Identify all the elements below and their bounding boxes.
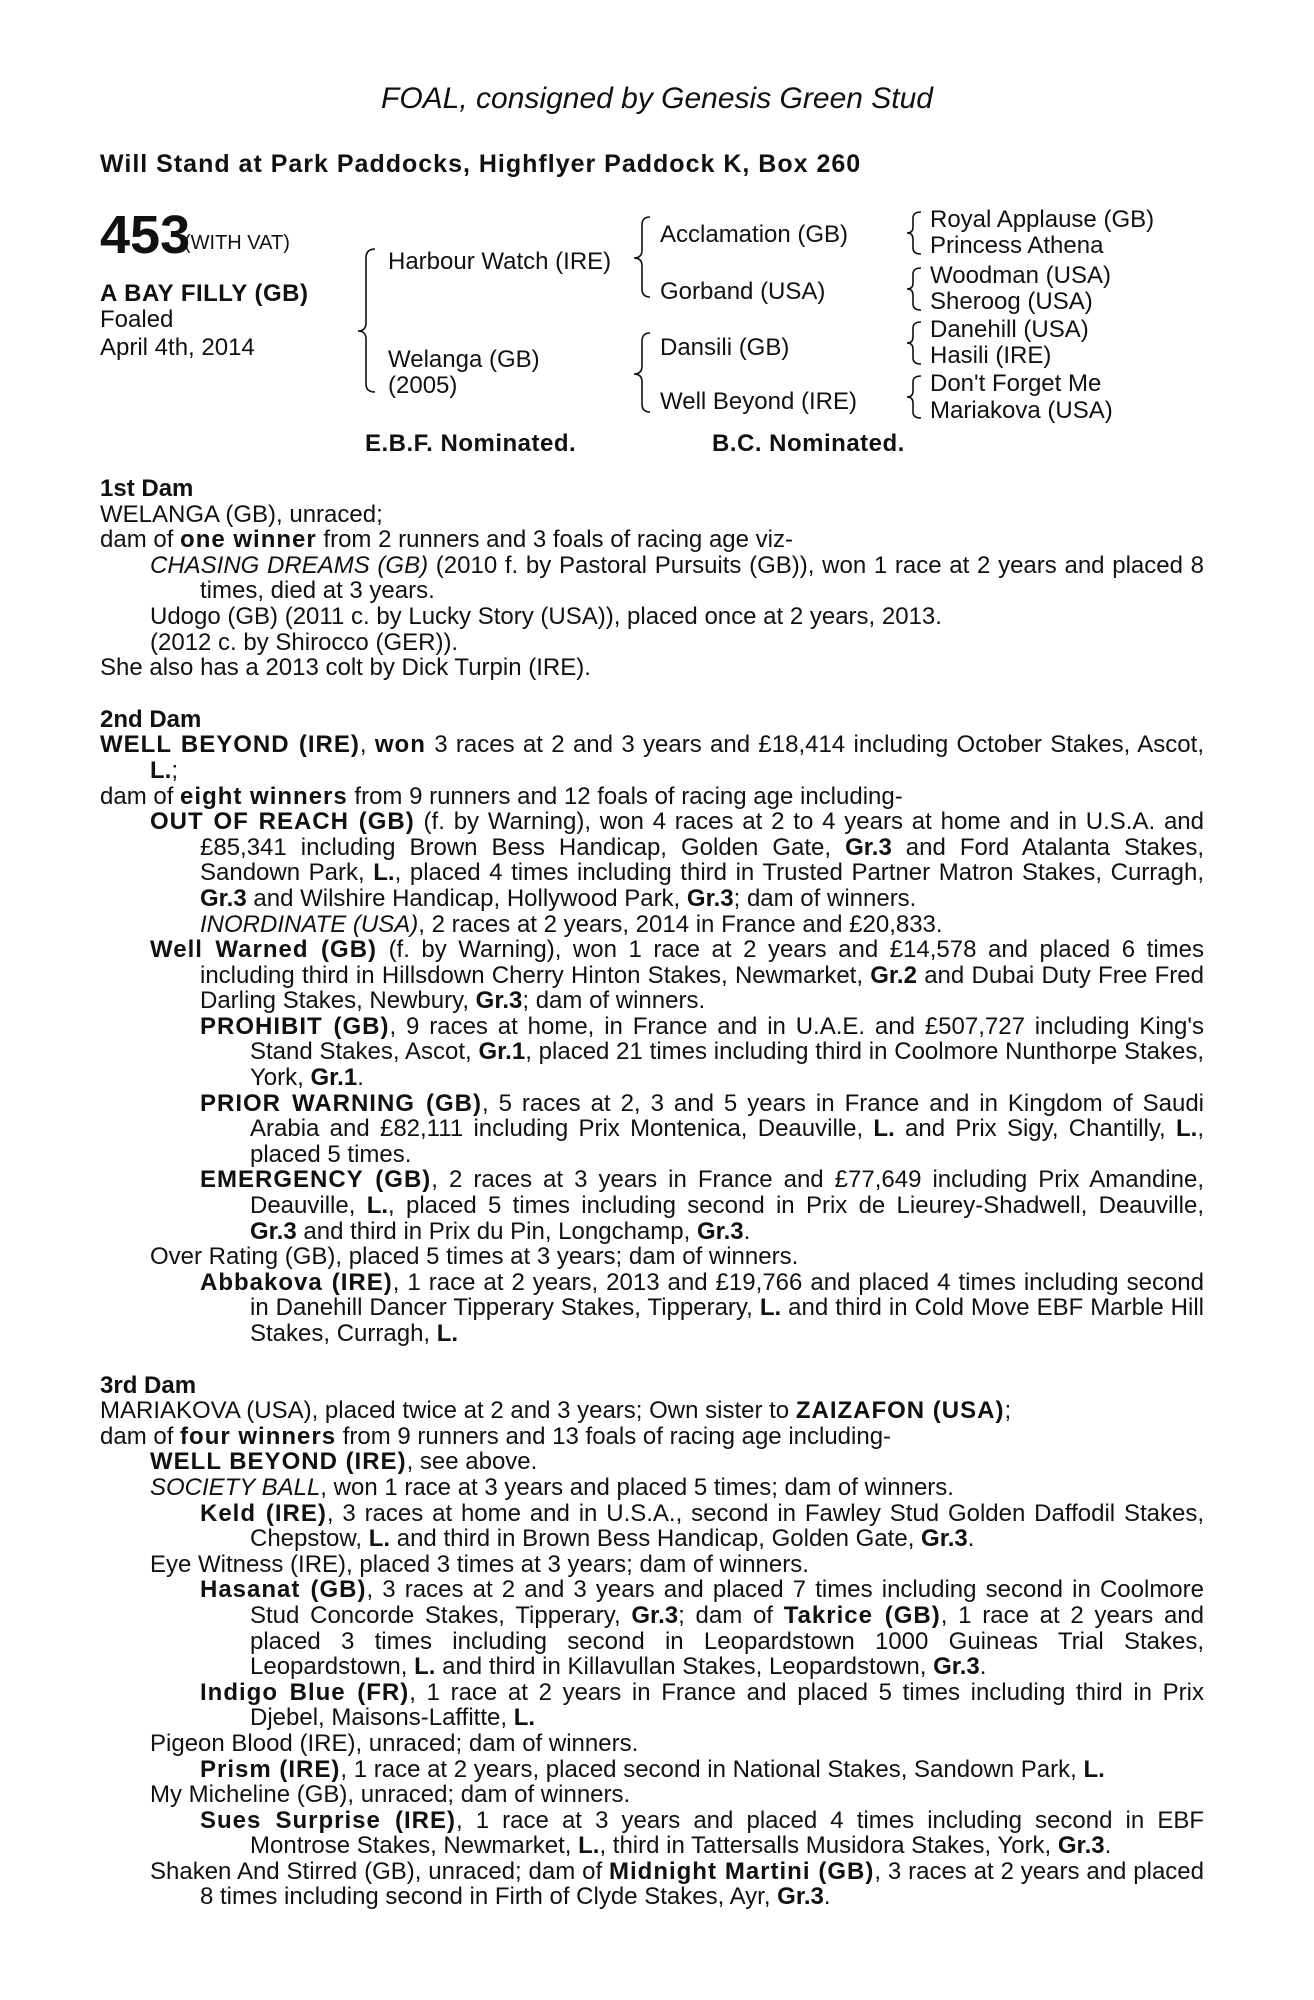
gen3-3: Woodman (USA) — [930, 262, 1111, 289]
pedigree-entry: Indigo Blue (FR), 1 race at 2 years in France and placed 5 times including third in Prix Djebel, Maisons-Laffitte, L. — [200, 1678, 1204, 1732]
pedigree-entry: Sues Surprise (IRE), 1 race at 3 years and placed 4 times including second in EBF Montrose Stakes, Newmarket, L., third in Tattersalls Musidora Stakes, York, Gr.3. — [200, 1806, 1204, 1860]
sire-dam: Gorband (USA) — [660, 278, 826, 305]
sire-name: Harbour Watch (IRE) — [388, 248, 612, 275]
pedigree-entry: WELL BEYOND (IRE), won 3 races at 2 and 3 years and £18,414 including October Stakes, Ascot, L.; — [100, 731, 1204, 784]
catalogue-body — [100, 476, 1204, 1910]
bracket-g3-1 — [907, 212, 921, 254]
dam-sire: Dansili (GB) — [660, 334, 790, 361]
stand-location: Will Stand at Park Paddocks, Highflyer Paddock K, Box 260 — [100, 150, 862, 178]
foaled-label: Foaled — [100, 306, 174, 333]
page-title: FOAL, consigned by Genesis Green Stud — [381, 82, 933, 115]
pedigree-entry: CHASING DREAMS (GB) (2010 f. by Pastoral Pursuits (GB)), won 1 race at 2 years and placed 8 times, died at 3 years. — [150, 551, 1204, 605]
bracket-dam — [634, 333, 650, 412]
pedigree-entry: EMERGENCY (GB), 2 races at 3 years in France and £77,649 including Prix Amandine, Deauville, L., placed 5 times including second in Prix de Lieurey-Shadwell, Deauville, Gr.3 and third in Prix du Pin, Longchamp, Gr.3. — [200, 1166, 1204, 1245]
gen3-6: Hasili (IRE) — [930, 342, 1052, 369]
dam-name: Welanga (GB) — [388, 346, 540, 373]
pedigree-entry: MARIAKOVA (USA), placed twice at 2 and 3 years; Own sister to ZAIZAFON (USA); — [100, 1397, 1012, 1425]
pedigree-entry: dam of four winners from 9 runners and 13 foals of racing age including- — [100, 1422, 892, 1450]
section-heading: 2nd Dam — [100, 705, 202, 733]
pedigree-entry: Abbakova (IRE), 1 race at 2 years, 2013 and £19,766 and placed 4 times including second in Danehill Dancer Tipperary Stakes, Tipperary, L. and third in Cold Move EBF Marble Hill Stakes, Curragh, L. — [200, 1268, 1204, 1347]
pedigree-entry: OUT OF REACH (GB) (f. by Warning), won 4 races at 2 to 4 years at home and in U.S.A. and £85,341 including Brown Bess Handicap, Golden Gate, Gr.3 and Ford Atalanta Stakes, Sandown Park, L., placed 4 times including third in Trusted Partner Matron Stakes, Curragh, Gr.3 and Wilshire Handicap, Hollywood Park, Gr.3; dam of winners. — [150, 808, 1205, 912]
pedigree-entry: Keld (IRE), 3 races at home and in U.S.A., second in Fawley Stud Golden Daffodil Stakes, Chepstow, L. and third in Brown Bess Handicap, Golden Gate, Gr.3. — [200, 1499, 1205, 1553]
section-gap — [100, 1347, 1204, 1373]
foaled-date: April 4th, 2014 — [100, 334, 255, 361]
section-heading: 1st Dam — [100, 475, 194, 502]
pedigree-entry: dam of one winner from 2 runners and 3 foals of racing age viz- — [100, 526, 793, 554]
pedigree-entry: Udogo (GB) (2011 c. by Lucky Story (USA)), placed once at 2 years, 2013. — [150, 602, 942, 630]
pedigree-entry: PROHIBIT (GB), 9 races at home, in France and in U.A.E. and £507,727 including King's Stand Stakes, Ascot, Gr.1, placed 21 times including third in Coolmore Nunthorpe Stakes, York, Gr.1. — [200, 1012, 1204, 1092]
pedigree-entry: Shaken And Stirred (GB), unraced; dam of Midnight Martini (GB), 3 races at 2 years and placed 8 times including second in Firth of Clyde Stakes, Ayr, Gr.3. — [150, 1857, 1204, 1911]
sire-sire: Acclamation (GB) — [660, 221, 849, 248]
gen3-2: Princess Athena — [930, 232, 1104, 259]
gen3-4: Sheroog (USA) — [930, 288, 1093, 315]
gen3-1: Royal Applause (GB) — [930, 206, 1155, 233]
pedigree-entry: Prism (IRE), 1 race at 2 years, placed second in National Stakes, Sandown Park, L. — [200, 1755, 1105, 1783]
horse-name: A BAY FILLY (GB) — [100, 280, 309, 307]
ebf-nomination: E.B.F. Nominated. — [365, 430, 577, 457]
pedigree-entry: Hasanat (GB), 3 races at 2 and 3 years and placed 7 times including second in Coolmore Stud Concorde Stakes, Tipperary, Gr.3; dam of Takrice (GB), 1 race at 2 years and placed 3 times including second in Leopardstown 1000 Guineas Trial Stakes, Leopardstown, L. and third in Killavullan Stakes, Leopardstown, Gr.3. — [200, 1576, 1204, 1681]
lot-number: 453 — [100, 205, 191, 265]
pedigree-entry: Eye Witness (IRE), placed 3 times at 3 years; dam of winners. — [150, 1550, 809, 1578]
bc-nomination: B.C. Nominated. — [712, 430, 905, 457]
pedigree-entry: Pigeon Blood (IRE), unraced; dam of winners. — [150, 1729, 639, 1757]
bracket-sire — [634, 217, 650, 297]
vat-note: (WITH VAT) — [184, 232, 290, 254]
section-gap — [100, 681, 1204, 707]
gen3-5: Danehill (USA) — [930, 316, 1089, 343]
pedigree-entry: WELANGA (GB), unraced; — [100, 500, 383, 528]
dam-dam: Well Beyond (IRE) — [660, 388, 857, 415]
pedigree-entry: Well Warned (GB) (f. by Warning), won 1 race at 2 years and £14,578 and placed 6 times including third in Hillsdown Cherry Hinton Stakes, Newmarket, Gr.2 and Dubai Duty Free Fred Darling Stakes, Newbury, Gr.3; dam of winners. — [150, 936, 1204, 1015]
pedigree-entry: She also has a 2013 colt by Dick Turpin (IRE). — [100, 654, 591, 682]
pedigree-entry: (2012 c. by Shirocco (GER)). — [150, 628, 459, 656]
pedigree-entry: My Micheline (GB), unraced; dam of winners. — [150, 1781, 631, 1809]
section-heading: 3rd Dam — [100, 1371, 197, 1399]
gen3-8: Mariakova (USA) — [930, 397, 1113, 424]
dam-year: (2005) — [388, 372, 458, 399]
pedigree-entry: WELL BEYOND (IRE), see above. — [150, 1448, 538, 1476]
gen3-7: Don't Forget Me — [930, 370, 1102, 397]
pedigree-entry: INORDINATE (USA), 2 races at 2 years, 2014 in France and £20,833. — [200, 910, 943, 938]
pedigree-entry: PRIOR WARNING (GB), 5 races at 2, 3 and 5 years in France and in Kingdom of Saudi Arabia and £82,111 including Prix Montenica, Deauville, L. and Prix Sigy, Chantilly, L., placed 5 times. — [200, 1089, 1204, 1168]
pedigree-entry: SOCIETY BALL, won 1 race at 3 years and placed 5 times; dam of winners. — [150, 1473, 954, 1501]
bracket-main — [358, 249, 375, 392]
pedigree-entry: dam of eight winners from 9 runners and 12 foals of racing age including- — [100, 782, 903, 810]
pedigree-entry: Over Rating (GB), placed 5 times at 3 years; dam of winners. — [150, 1243, 799, 1271]
bracket-g3-4 — [907, 376, 921, 418]
bracket-g3-3 — [907, 322, 921, 364]
bracket-g3-2 — [907, 268, 921, 310]
